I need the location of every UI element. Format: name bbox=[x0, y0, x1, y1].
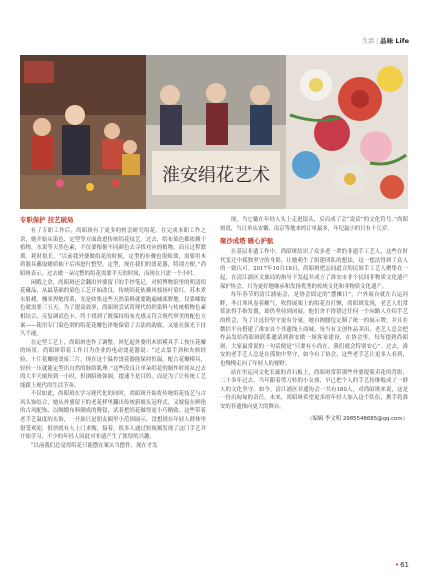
header-separator: | bbox=[376, 38, 379, 45]
section-heading-2: 聚沙成塔 暖心护航 bbox=[220, 237, 274, 246]
right-column bbox=[220, 216, 408, 422]
hero-photo bbox=[20, 55, 408, 209]
paragraph: 有了专职工作后，尚昭斑有了更多的机会研究绢花。在完成本职工作之余，她开始从染色、定型等方面改进传统绢花技艺。过去，绢布染色都依赖于植物，水果等天然色素，不仅要根据不同颜色去寻找对应的植物，而且过程繁琐。耗时很长。“以前我外婆做绢花的时候，定型的步骤也很烦琐，需要用木质器具蘸取蜡质抽干后再进行整型、定型，现在我们的烫花器，特别方便。”尚昭斑表示，过去做一朵完整的绢花需要半天的时间，而现在只需一个小时。 bbox=[20, 228, 206, 277]
paragraph: 闲暇之余，尚昭斑还会翻出外婆留下的手抄笔记，对照博物馆里的明清绢花藏品，从最基础的染色工艺开始改良。传统绢花依赖风枝扬叶染红，苏木煮水射赭，槐米捏炮得黄，光是收集这些天然染料就要跑遍城郊野地。仅靠嗦取色就需要三五天。为了提高效率，尚昭斑尝试将现代的织染料与传统植物色素相结合，反复调试色卡，终于找到了既保持绢布光感又符合现代审美的配色方案——使用专门染色剂的绢花花瓣色泽饱保留了古法的韵致，又能在强光下持久不褪。 bbox=[20, 279, 206, 338]
paragraph: 每年春节的清江浦庙会，是协会固定的“摆摊日”，户外展台就在古运河畔，冬日寒风卷着糖气，吹得展架上的绢花直打颤，尚昭斑发现，老艺人们常常冻得手指发僵，却仍坚持到闭展，他们舍不得错过任何一个向路人介绍手艺的机会，为了让这份坚守更有分量，她自掏腰包定制了统一的展示牌，并且在微信平台搭建了淮安首个非遗线上商城，每当有文创作品卖出，老艺人总会把作品发给尚昭斑联系邀请到淮安做一场客家建设，在协会里，每每提到尚昭斑，大家最常说的一句话便是“只要有小尚在，我们就会特别安心”。过去，淮安的老手艺人总是在孤独中坚守，如今有了协会，这些老手艺让更多人看到，也慢慢走向了年轻人的视野。 bbox=[220, 292, 408, 367]
section-heading-1: 专职保护 技艺破局 bbox=[20, 216, 74, 224]
left-column bbox=[20, 216, 206, 450]
paragraph: “以前我们总觉得绢花只能摆在案头当摆件，现在才发 bbox=[30, 442, 158, 449]
hero-banner-text: 淮安绢花艺术 bbox=[162, 165, 270, 186]
header-category: 生活 bbox=[362, 38, 375, 45]
bullet-icon: • bbox=[394, 561, 400, 569]
paragraph: 不仅如此，尚昭斑在学习现代化的同时，尚昭斑开始将传统绢花技艺与古风头饰结合，她从外婆留下的老花样里翻出传统新娘头冠样式，又嫁接在鲜艳的古风配饰、以绸缎布料制成的簪钗，试着把绢花做得更小巧精致。这些带着老手艺温度的头饰，一开始只是朋友圈里小范围展示，没想到在年轻人群体里很受欢迎，很快就有人上门求购，接着，很多人通过短视频发现了这门手艺并开始学习，不少的年轻人因此对非遗产生了浓厚的兴趣。 bbox=[20, 391, 206, 441]
header-column: 品味 Life bbox=[380, 37, 409, 45]
paragraph: 现，当它戴在年轻人头上走进镜头，反而成了会“说话”的文化符号。”尚昭斑说，当日单从安徽、南京等地来的订单最多，年纪最小的只有十几岁。 bbox=[220, 217, 408, 232]
article-body bbox=[20, 216, 408, 561]
paragraph: 在基层非遗工作中，尚昭斑结识了众多老一辈的非遗手工艺人，这些在时代变迁中孤独坚守的身影，让她萌生了组建团队的想法，这一想法得到了众人的一致认可。2017年10月18日，尚昭斑把志同道合的民间手工艺人聚集在一起，在清江浦区文旅局的指导下发起并成立了淮安市非个民间非物质文化遗产保护协会，只为更好地继承和发扬优秀的传统文化和非物质文化遗产。 bbox=[220, 249, 408, 290]
hero-photo-collage bbox=[20, 55, 408, 209]
page-header bbox=[362, 36, 409, 45]
page-number-value: 61 bbox=[400, 561, 409, 569]
page-number bbox=[395, 561, 409, 569]
paragraph: 在定型工艺上，尚昭斑也作了调整。回忆起外婆用木质模具手工按压花瓣的场景，尚昭斑带着工作日为企业的电动烫花器说：“过去靠手劲和火候经验，十片花瓣能烫废三片，现在这个温控烫花器能保持恒温，配合花瓣模具，轻轻一压就能定型出自然的脉络肌理。”这些改良让单朵绢花的制作时间从过去的大半天缩短到一小时，但浏昭斑强调，提速不是目的，而是为了让传统工艺能跟上现代的生活节奏。 bbox=[20, 339, 206, 389]
paragraph: 站在里运河文化长廊的青石板上，尚昭斑常带那些外婆提篮卖花的背影，二十多年过去，当年跟着剪刀转的小女孩，早已把个人的手艺传继般成了一群人的文化坚守。如今，清江浦区非遗协会一共有180人，对尚昭斑来说，这是一份沉甸甸的责任。未来，尚昭斑希望更多的年轻人加入这个队伍，携手将淮安的非遗推向更大的舞台。 bbox=[220, 369, 408, 410]
editor-credit: （编辑 李文明 2985548685@qq.com） bbox=[307, 416, 408, 423]
